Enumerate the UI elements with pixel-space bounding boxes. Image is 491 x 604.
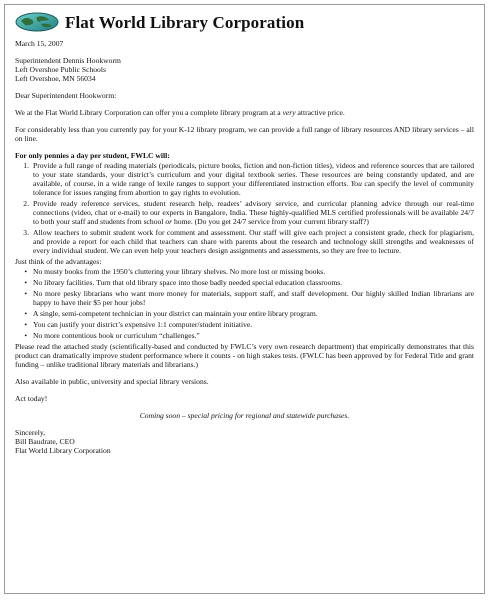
salutation: Dear Superintendent Hookworm: (15, 91, 117, 100)
bullet-icon: • (24, 309, 27, 318)
offer-text-part: Provide ready reference services, student research help, readers’ advisory service, and curricular planning advice through our real-time connections (video, chat or e-mail) to our experts in Bangalore, India. These highly-qualified MLS certified professionals will be available 24/7 to both your staff and students from school (33, 199, 474, 226)
offer-number: 2. (23, 199, 29, 208)
globe-disc-logo-icon (15, 11, 59, 33)
offer-text-part: Provide a full range of reading materials (periodicals, picture books, fiction and non-fiction titles), videos and reference sources that are tailored to your state standards, your district’s curriculum and your digital textbook series. These resources are being constantly updated, and are available, of course, in a wide range of lexile ranges to support your differentiated instruction efforts. (33, 161, 474, 188)
closing: Sincerely, (15, 428, 46, 437)
advantages-heading: Just think of the advantages: (15, 257, 102, 266)
recipient-line: Left Overshoe, MN 56034 (15, 74, 96, 83)
offer-text (33, 199, 474, 226)
advantage-item (15, 309, 474, 318)
offers-heading: For only pennies a day per student, FWLC will: (15, 151, 170, 160)
coming-soon-note: Coming soon – special pricing for regional and statewide purchases. (139, 411, 350, 420)
availability-paragraph: Also available in public, university and special library versions. (15, 377, 209, 386)
bullet-icon: • (24, 289, 27, 298)
intro-text: We at the Flat World Library Corporation can offer you a complete library program at a (15, 108, 283, 117)
advantage-text: No more pesky librarians who want more money for materials, support staff, and staff development. Our highly skilled Indian librarians are happy to have their $5 per hour jobs! (33, 289, 474, 307)
signature-block (15, 428, 474, 455)
advantages-list (15, 267, 474, 340)
letter-date: March 15, 2007 (15, 39, 64, 48)
company-name: Flat World Library Corporation (65, 12, 305, 32)
recipient-line: Left Overshoe Public Schools (15, 65, 106, 74)
advantage-item (15, 289, 474, 307)
advantage-text: No musty books from the 1950’s cluttering your library shelves. No more lost or missing books. (33, 267, 326, 276)
advantage-item (15, 331, 474, 340)
offer-text-part: Allow teachers to submit student work for comment and assessment. Our staff will give each project a consistent grade, check for plagiarism, and provide a report for each child that teachers can share with parents about the research and technology skill strengths and weaknesses of every individual student. We can even help your teachers design assignments and assessments, so they are free to lecture. (33, 228, 474, 255)
advantage-item (15, 320, 474, 329)
bullet-icon: • (24, 278, 27, 287)
call-to-action: Act today! (15, 394, 48, 403)
advantage-text: No more contentious book or curriculum “challenges.” (33, 331, 200, 340)
signer-name: Bill Baudrate, CEO (15, 437, 75, 446)
offer-number: 1. (23, 161, 29, 170)
advantage-text: No library facilities. Turn that old library space into those badly needed special education classrooms. (33, 278, 343, 287)
offer-text (33, 161, 474, 197)
bullet-icon: • (24, 331, 27, 340)
recipient-line: Superintendent Dennis Hookworm (15, 56, 121, 65)
recipient-address (15, 56, 474, 83)
pricing-paragraph: For considerably less than you currently pay for your K-12 library program, we can provide a full range of library resources AND library services – all on line. (15, 125, 474, 143)
study-paragraph: Please read the attached study (scientifically-based and conducted by FWLC’s very own research department) that empirically demonstrates that this product can dramatically improve student performance where it counts - on high stakes tests. (FWLC has been approved by for Federal Title and grant funding – unlike traditional library materials and librarians.) (15, 342, 474, 369)
advantage-item (15, 278, 474, 287)
intro-emphasis: very (282, 108, 296, 117)
bullet-icon: • (24, 267, 27, 276)
letter-body (5, 5, 484, 455)
signer-company: Flat World Library Corporation (15, 446, 111, 455)
advantage-text: A single, semi-competent technician in your district can maintain your entire library program. (33, 309, 318, 318)
intro-text-tail: attractive price. (295, 108, 345, 117)
offer-emphasis: You (350, 179, 362, 188)
offer-item (15, 199, 474, 226)
bullet-icon: • (24, 320, 27, 329)
letter-page (4, 4, 485, 594)
offer-number: 3. (23, 228, 29, 237)
offer-text (33, 228, 474, 255)
offer-item (15, 161, 474, 197)
letterhead (15, 11, 474, 33)
offer-text-part: home. (Do you get 24/7 service from your current library staff?) (172, 217, 369, 226)
offer-text-part: can specify the level of community tolerance for issues ranging from abortion to gay rights to evolution. (33, 179, 474, 197)
offer-emphasis: or (165, 217, 173, 226)
offers-list (15, 161, 474, 255)
advantage-item (15, 267, 474, 276)
offer-item (15, 228, 474, 255)
intro-paragraph (15, 108, 474, 117)
advantage-text: You can justify your district’s expensive 1:1 computer/student initiative. (33, 320, 253, 329)
